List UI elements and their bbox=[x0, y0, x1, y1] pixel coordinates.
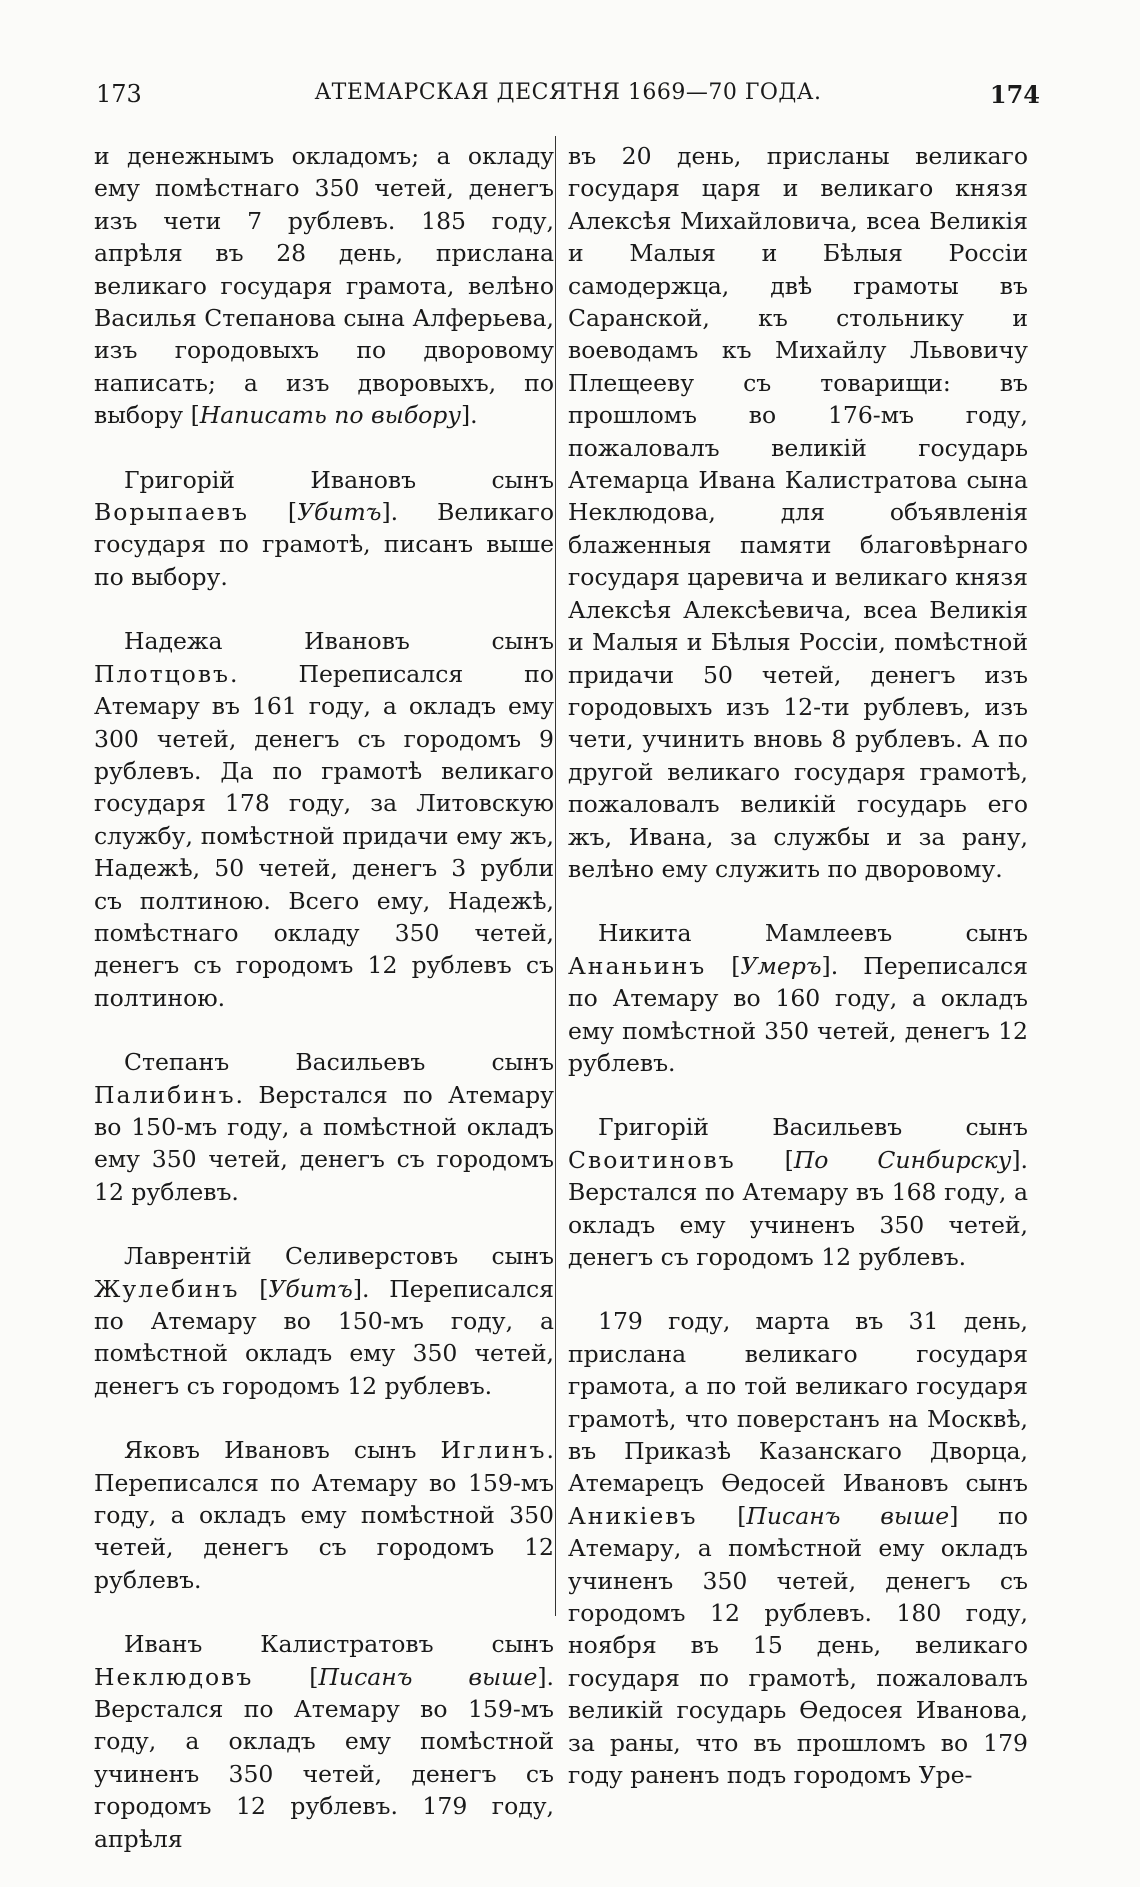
text-run: и денежнымъ окладомъ; а окладу ему помѣстнаго 350 четей, денегъ изъ чети 7 рублевъ. 185 году, апрѣля въ 28 день, прислана великаго государя грамота, велѣно Василья Степанова сына Алферьева, изъ городовыхъ по дворовому написать; а изъ дворовыхъ, по выбору [ bbox=[94, 142, 554, 430]
text-run: [ bbox=[735, 1145, 794, 1174]
register-entry bbox=[94, 1046, 554, 1208]
annotation: По Синбирску bbox=[793, 1145, 1012, 1174]
surname: Палибинъ bbox=[94, 1080, 236, 1109]
text-run: [ bbox=[239, 1274, 269, 1303]
text-run: ]. Переписался по Атемару во 160 году, а окладъ ему помѣстной 350 четей, денегъ 12 рублевъ. bbox=[568, 951, 1029, 1077]
surname: Плотцовъ bbox=[94, 659, 231, 688]
text-run: . Верстался по Атемару во 150-мъ году, а помѣстной окладъ ему 350 четей, денегъ съ городомъ 12 рублевъ. bbox=[94, 1080, 554, 1206]
register-entry bbox=[94, 464, 554, 594]
surname: Аникіевъ bbox=[568, 1501, 698, 1530]
column-divider bbox=[555, 136, 556, 1616]
register-entry bbox=[94, 1240, 554, 1402]
text-run: ]. Верстался по Атемару во 159-мъ году, а окладъ ему помѣстной учиненъ 350 четей, денегъ съ городомъ 12 рублевъ. 179 году, апрѣля bbox=[94, 1662, 554, 1853]
surname: Иглинъ bbox=[440, 1436, 547, 1465]
annotation: Написать по выбору bbox=[199, 401, 461, 430]
left-column bbox=[94, 140, 554, 1887]
surname: Ворыпаевъ bbox=[94, 498, 249, 527]
right-column bbox=[568, 140, 1028, 1824]
running-title: АТЕМАРСКАЯ ДЕСЯТНЯ 1669—70 ГОДА. bbox=[314, 80, 822, 105]
surname: Жулебинъ bbox=[94, 1274, 240, 1303]
page-number-right: 174 bbox=[989, 80, 1040, 109]
text-run: ] по Атемару, а помѣстной ему окладъ учиненъ 350 четей, денегъ съ городомъ 12 рублевъ. 180 году, ноября въ 15 день, великаго государя по грамотѣ, пожаловалъ великій государь Ѳедосея Иванова, за раны, что въ прошломъ во 179 году раненъ подъ городомъ Уре- bbox=[568, 1501, 1028, 1790]
text-run: [ bbox=[248, 498, 298, 527]
text-run: Лаврентій Селиверстовъ сынъ bbox=[124, 1242, 554, 1271]
surname: Своитиновъ bbox=[568, 1145, 736, 1174]
text-run: . Переписался по Атемару во 159-мъ году, а окладъ ему помѣстной 350 четей, денегъ съ городомъ 12 рублевъ. bbox=[94, 1436, 554, 1594]
continuation-paragraph bbox=[94, 140, 554, 432]
register-entry bbox=[568, 1111, 1028, 1273]
page-number-left: 173 bbox=[96, 80, 142, 108]
text-run: ]. Переписался по Атемару во 150-мъ году, а помѣстной окладъ ему 350 четей, денегъ съ городомъ 12 рублевъ. bbox=[94, 1274, 554, 1400]
surname: Ананьинъ bbox=[568, 951, 707, 980]
text-run: 179 году, марта въ 31 день, прислана великаго государя грамота, а по той великаго государя грамотѣ, что поверстанъ на Москвѣ, въ Приказѣ Казанскаго Дворца, Атемарецъ Ѳедосей Ивановъ сынъ bbox=[568, 1307, 1028, 1498]
text-run: [ bbox=[697, 1501, 747, 1530]
text-run: ]. Верстался по Атемару въ 168 году, а окладъ ему учиненъ 350 четей, денегъ съ городомъ 12 рублевъ. bbox=[568, 1145, 1028, 1271]
text-run: Григорій Васильевъ сынъ bbox=[598, 1113, 1028, 1142]
text-run: ]. bbox=[460, 401, 478, 430]
register-entry bbox=[94, 625, 554, 1014]
text-run: Григорій Ивановъ сынъ bbox=[124, 465, 554, 494]
text-run: ]. Великаго государя по грамотѣ, писанъ выше по выбору. bbox=[94, 498, 554, 591]
surname: Неклюдовъ bbox=[94, 1662, 254, 1691]
register-entry bbox=[568, 1305, 1028, 1791]
text-run: [ bbox=[253, 1662, 319, 1691]
text-run: Иванъ Калистратовъ сынъ bbox=[124, 1630, 554, 1659]
text-run: Степанъ Васильевъ сынъ bbox=[124, 1048, 554, 1077]
register-entry bbox=[94, 1628, 554, 1855]
annotation: Умеръ bbox=[740, 951, 822, 980]
page-header bbox=[96, 80, 1040, 116]
text-run: . Переписался по Атемару въ 161 году, а окладъ ему 300 четей, денегъ съ городомъ 9 рублевъ. Да по грамотѣ великаго государя 178 году, за Литовскую службу, помѣстной придачи ему жъ, Надежѣ, 50 четей, денегъ 3 рубли съ полтиною. Всего ему, Надежѣ, помѣстнаго окладу 350 четей, денегъ съ городомъ 12 рублевъ съ полтиною. bbox=[94, 659, 554, 1012]
register-entry bbox=[94, 1434, 554, 1596]
annotation: Писанъ выше bbox=[746, 1501, 950, 1530]
annotation: Писанъ выше bbox=[318, 1662, 538, 1691]
text-run: Никита Мамлеевъ сынъ bbox=[598, 919, 1028, 948]
continuation-paragraph bbox=[568, 140, 1028, 885]
annotation: Убитъ bbox=[297, 498, 382, 527]
annotation: Убитъ bbox=[268, 1274, 353, 1303]
text-run: въ 20 день, присланы великаго государя царя и великаго князя Алексѣя Михайловича, всеа Великія и Малыя и Бѣлыя Россіи самодержца, двѣ грамоты въ Саранской, къ стольнику и воеводамъ къ Михайлу Львовичу Плещееву съ товарищи: въ прошломъ во 176-мъ году, пожаловалъ великій государь Атемарца Ивана Калистратова сына Неклюдова, для объявленія блаженныя памяти благовѣрнаго государя царевича и великаго князя Алексѣя Алексѣевича, всеа Великія и Малыя и Бѣлыя Россіи, помѣстной придачи 50 четей, денегъ изъ городовыхъ изъ 12-ти рублевъ, изъ чети, учинить вновь 8 рублевъ. А по другой великаго государя грамотѣ, пожаловалъ великій государь его жъ, Ивана, за службы и за рану, велѣно ему служить по дворовому. bbox=[568, 142, 1028, 883]
register-entry bbox=[568, 917, 1028, 1079]
text-run: [ bbox=[706, 951, 741, 980]
text-run: Надежа Ивановъ сынъ bbox=[124, 627, 554, 656]
text-run: Яковъ Ивановъ сынъ bbox=[124, 1436, 441, 1465]
